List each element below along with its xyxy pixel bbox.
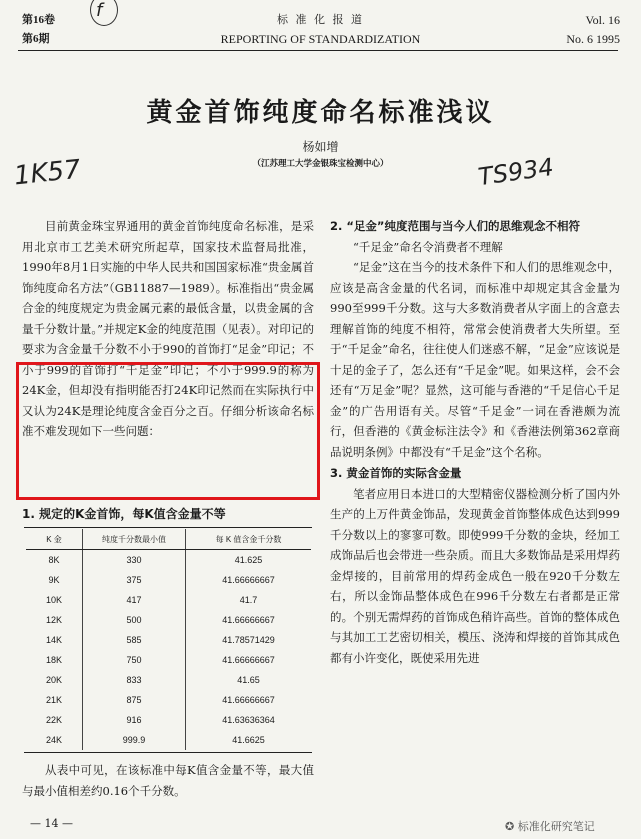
cell-per-k: 41.6625 (186, 730, 312, 750)
cell-per-k: 41.625 (186, 550, 312, 571)
cell-per-k: 41.7 (186, 590, 312, 610)
handwritten-left-note: 1K57 (12, 154, 83, 192)
section-1-heading: 1. 规定的K金首饰，每K值含金量不等 (22, 507, 226, 521)
left-column-bottom (22, 760, 314, 801)
table-row (26, 710, 311, 730)
table-row (26, 630, 311, 650)
journal-title-en: REPORTING OF STANDARDIZATION (220, 32, 421, 46)
cell-per-k: 41.66666667 (186, 570, 312, 590)
paragraph-intro-a: 目前黄金珠宝界通用的黄金首饰纯度命名标准，是采用北京市工艺美术研究所起草，国家技术监督局批准，1990年8月1日实施的中华人民共和国国家标准“贵金属首饰纯度命名方法”（GB11887—1989）。标准指出“贵金属合金的纯度规定为贵金属元素的最低含量，以贵金属的含量千分数计量。”并规定K金的纯度范围（见表）。 (22, 219, 314, 336)
table-row (26, 650, 311, 670)
table-header-per-k: 每 K 值含金千分数 (186, 529, 312, 550)
table-header-min-purity: 纯度千分数最小值 (83, 529, 186, 550)
cell-min-purity: 875 (83, 690, 186, 710)
issue-en: No. 6 1995 (566, 32, 620, 46)
handwritten-right-note: TS934 (476, 152, 556, 192)
cell-min-purity: 999.9 (83, 730, 186, 750)
paragraph-zujin: “足金”这在当今的技术条件下和人们的思维观念中，应该是高含金量的代名词，而标准中却规定其含金量为990至999千分数。这与大多数消费者从字面上的含意去理解首饰的纯度不相符，常常会使消费者大失所望。至于“千足金”命名，往往使人们迷惑不解，“足金”应该说是十足的金子了，怎么还有“千足金”呢。如果这样，会不会还有“万足金”呢？显然，这可能与香港的“千足信心千足金”的广告用语有关。尽管“千足金”一词在香港颇为流行，但香港的《黄金标注法令》和《香港法例第362章商品说明条例》中都没有“千足金”这个名称。 (330, 260, 620, 459)
section-2-heading: 2. “足金”纯度范围与当今人们的思维观念不相符 (330, 219, 580, 233)
section-2-subheading: “千足金”命名令消费者不理解 (353, 239, 503, 254)
table-row (26, 570, 311, 590)
cell-k: 8K (48, 555, 60, 565)
table-row (26, 730, 311, 750)
cell-per-k: 41.66666667 (186, 690, 312, 710)
cell-per-k: 41.66666667 (186, 610, 312, 630)
handwritten-top-mark: f (96, 0, 103, 21)
page-number: — 14 — (30, 817, 73, 830)
paragraph-intro-b: 对印记的要求为含金量千分数不小于990的首饰打“足金”印记；不小于999的首饰打“千足金”印记；不小于999.9的称为24K金，但却没有指明能否打24K印记然而在实际执行中又认为24K是理论纯度含金百分之百。仔细分析该命名标准不难发现如下一些问题： (22, 321, 315, 438)
cell-k: 14K (45, 635, 62, 645)
table-row (26, 590, 311, 610)
table-row (26, 690, 311, 710)
section-3-heading: 3. 黄金首饰的实际含金量 (330, 466, 462, 480)
paragraph-actual-content: 笔者应用日本进口的大型精密仪器检测分析了国内外生产的上万件黄金饰品，发现黄金首饰整体成色达到999千分数以上的寥寥可数。即使999千分数的金块，经加工成饰品后也会带进一些杂质。而且大多数饰品是采用焊药金焊接的，目前常用的焊药金成色一般在920千分数左右，所以金饰品整体成色在996千分数左右者都是正常的。个别无需焊药的首饰成色稍许高些。首饰的整体成色与其加工工艺密切相关，模压、浇涛和焊接的首饰其成色都有小许变化，既使采用先进 (330, 486, 620, 665)
cell-per-k: 41.65 (186, 670, 312, 690)
header-rule (18, 50, 618, 51)
table-row (26, 610, 311, 630)
cell-min-purity: 833 (83, 670, 186, 690)
journal-title-cn: 标 准 化 报 道 (277, 13, 364, 26)
cell-min-purity: 330 (83, 550, 186, 571)
cell-min-purity: 417 (83, 590, 186, 610)
right-column (330, 216, 620, 668)
cell-per-k: 41.78571429 (186, 630, 312, 650)
cell-k: 20K (45, 675, 62, 685)
cell-min-purity: 750 (83, 650, 186, 670)
watermark-icon: ✪ (505, 820, 518, 833)
cell-k: 22K (45, 715, 62, 725)
table-row (26, 670, 311, 690)
table-row (26, 550, 311, 571)
cell-min-purity: 500 (83, 610, 186, 630)
cell-k: 9K (48, 575, 60, 585)
cell-k: 24K (45, 735, 62, 745)
table-header-row (26, 529, 311, 550)
cell-k: 12K (45, 615, 62, 625)
k-gold-table (26, 529, 311, 750)
issue-cn: 第6期 (22, 33, 50, 45)
cell-k: 21K (45, 695, 62, 705)
cell-per-k: 41.66666667 (186, 650, 312, 670)
cell-min-purity: 916 (83, 710, 186, 730)
highlight-box (16, 362, 320, 500)
watermark-text: 标准化研究笔记 (517, 820, 595, 833)
cell-min-purity: 585 (83, 630, 186, 650)
cell-k: 10K (45, 595, 62, 605)
article-affiliation: （江苏理工大学金银珠宝检测中心） (252, 159, 389, 169)
article-author: 杨如增 (302, 140, 339, 154)
watermark (505, 818, 595, 834)
cell-min-purity: 375 (83, 570, 186, 590)
cell-per-k: 41.63636364 (186, 710, 312, 730)
volume-cn: 第16卷 (22, 14, 55, 26)
volume-en: Vol. 16 (585, 13, 620, 27)
cell-k: 18K (45, 655, 62, 665)
article-title: 黄金首饰纯度命名标准浅议 (146, 98, 495, 128)
paragraph-table-note: 从表中可见，在该标准中每K值含金量不等，最大值与最小值相差约0.16个千分数。 (22, 763, 314, 798)
table-header-k: K 金 (26, 529, 83, 550)
